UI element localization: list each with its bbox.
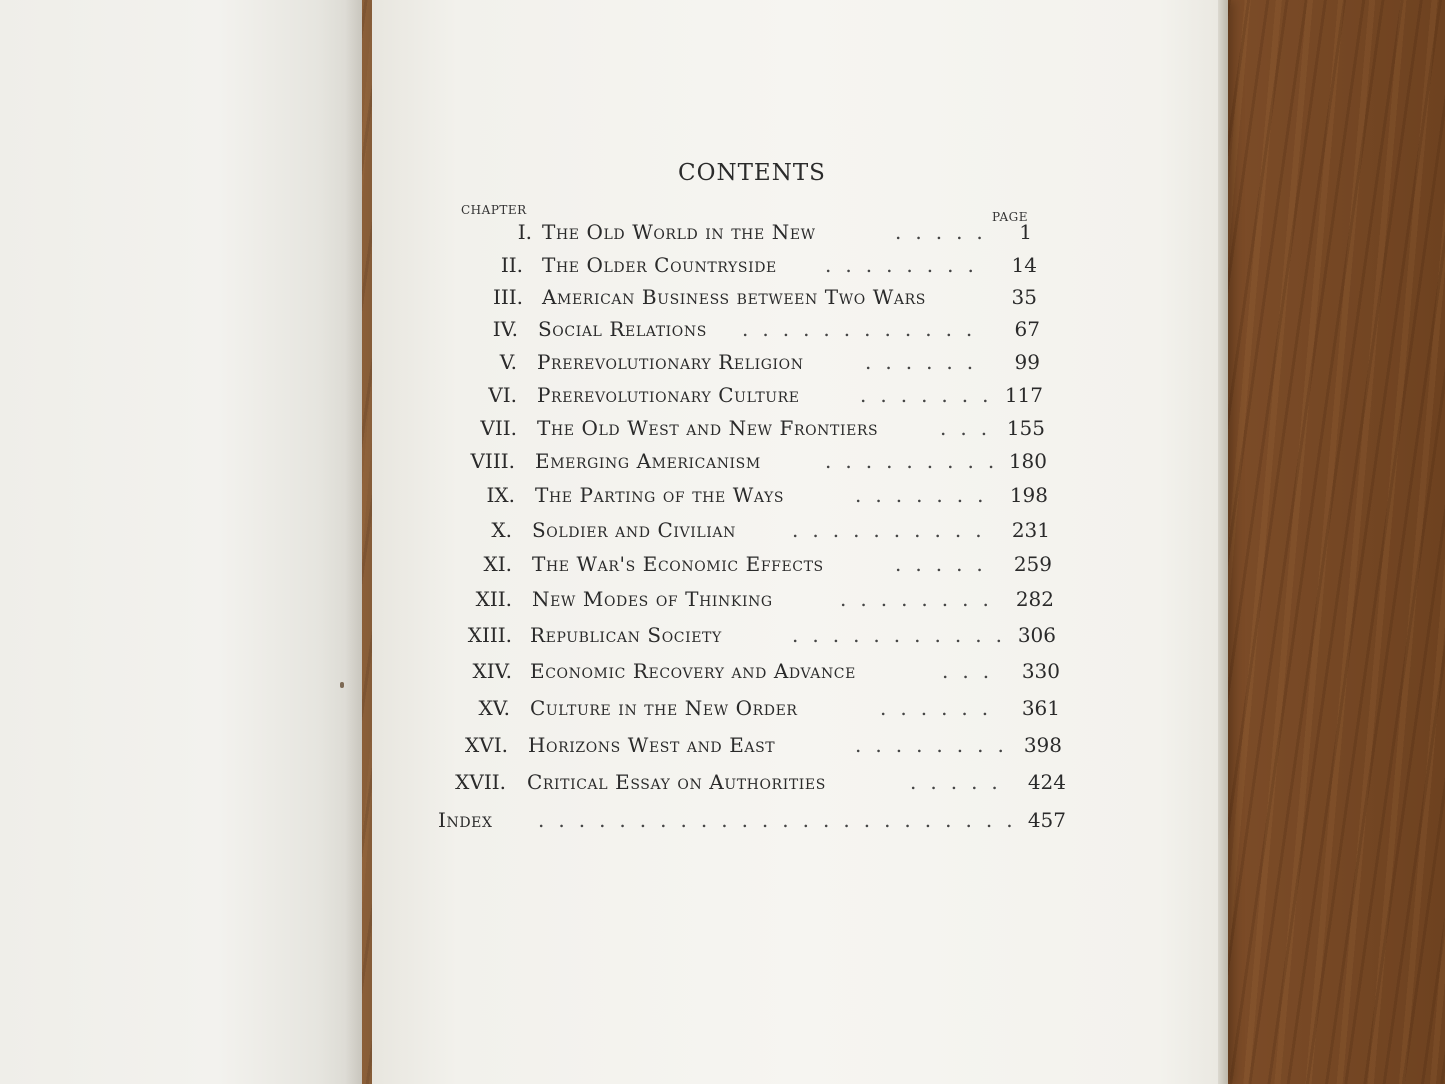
chapter-title: Horizons West and East [528, 733, 776, 757]
toc-row [0, 413, 1445, 443]
chapter-number: III. [492, 285, 523, 309]
leader-dots: ........ [855, 733, 1018, 757]
toc-row [0, 314, 1445, 344]
leader-dots: ........ [825, 253, 988, 277]
page-number: 117 [1004, 383, 1043, 407]
toc-row [0, 480, 1445, 510]
page-number: 155 [1006, 416, 1045, 440]
toc-row [0, 347, 1445, 377]
chapter-title: Prerevolutionary Religion [537, 350, 804, 374]
toc-row [0, 380, 1445, 410]
chapter-title: Emerging Americanism [535, 449, 761, 473]
leader-dots: ........................ [538, 808, 1027, 832]
chapter-number: I. [517, 220, 532, 244]
leader-dots: ........... [792, 623, 1016, 647]
toc-row [0, 515, 1445, 545]
chapter-number: XVII. [455, 770, 506, 794]
chapter-title: The Parting of the Ways [535, 483, 785, 507]
chapter-title: Critical Essay on Authorities [527, 770, 826, 794]
index-page-number: 457 [1027, 808, 1066, 832]
page-number: 67 [1014, 317, 1040, 341]
leader-dots: ............ [742, 317, 987, 341]
chapter-number: IV. [492, 317, 518, 341]
page-number: 361 [1021, 696, 1060, 720]
chapter-title: Prerevolutionary Culture [537, 383, 800, 407]
chapter-number: V. [499, 350, 517, 374]
chapter-number: X. [491, 518, 512, 542]
chapter-title: The War's Economic Effects [532, 552, 824, 576]
page-number: 14 [1011, 253, 1037, 277]
leader-dots: ......... [825, 449, 1009, 473]
leader-dots: ....... [860, 383, 1003, 407]
toc-row [0, 217, 1445, 247]
index-title: Index [438, 808, 493, 832]
toc-row [0, 446, 1445, 476]
page-column-label: PAGE [992, 210, 1028, 224]
page-number: 231 [1011, 518, 1050, 542]
page-number: 1 [1019, 220, 1032, 244]
chapter-title: New Modes of Thinking [532, 587, 773, 611]
chapter-number: IX. [486, 483, 515, 507]
toc-row [0, 584, 1445, 614]
toc-row [0, 282, 1445, 312]
page-number: 398 [1023, 733, 1062, 757]
chapter-number: XII. [475, 587, 512, 611]
page-number: 306 [1017, 623, 1056, 647]
toc-row-index [0, 805, 1445, 835]
chapter-number: VI. [488, 383, 517, 407]
toc-row [0, 549, 1445, 579]
leader-dots: ..... [910, 770, 1012, 794]
chapter-number: XV. [478, 696, 510, 720]
chapter-title: The Older Countryside [542, 253, 777, 277]
toc-row [0, 730, 1445, 760]
chapter-number: VII. [480, 416, 517, 440]
page-number: 424 [1027, 770, 1066, 794]
leader-dots: ...... [880, 696, 1003, 720]
chapter-title: Republican Society [530, 623, 722, 647]
contents-heading: CONTENTS [678, 160, 826, 186]
chapter-title: The Old West and New Frontiers [537, 416, 879, 440]
chapter-number: XIII. [467, 623, 512, 647]
chapter-title: American Business between Two Wars [542, 285, 926, 309]
toc-row [0, 767, 1445, 797]
chapter-title: The Old World in the New [542, 220, 816, 244]
leader-dots: ........ [840, 587, 1003, 611]
page-number: 282 [1015, 587, 1054, 611]
chapter-number: VIII. [470, 449, 515, 473]
leader-dots: ... [940, 416, 1002, 440]
toc-row [0, 620, 1445, 650]
page-number: 99 [1014, 350, 1040, 374]
chapter-column-label: CHAPTER [461, 203, 527, 217]
chapter-number: XIV. [472, 659, 512, 683]
toc-row [0, 693, 1445, 723]
leader-dots: ...... [865, 350, 988, 374]
toc-row [0, 250, 1445, 280]
page-number: 198 [1009, 483, 1048, 507]
chapter-title: Culture in the New Order [530, 696, 798, 720]
page-number: 35 [1011, 285, 1037, 309]
page-number: 330 [1021, 659, 1060, 683]
chapter-title: Economic Recovery and Advance [530, 659, 856, 683]
chapter-title: Soldier and Civilian [532, 518, 736, 542]
chapter-title: Social Relations [538, 317, 707, 341]
leader-dots: ..... [895, 552, 997, 576]
chapter-number: XI. [483, 552, 512, 576]
chapter-number: XVI. [465, 733, 508, 757]
toc-row [0, 656, 1445, 686]
leader-dots: ... [942, 659, 1004, 683]
leader-dots: .......... [792, 518, 996, 542]
leader-dots: ..... [895, 220, 997, 244]
leader-dots: ....... [855, 483, 998, 507]
page-number: 259 [1013, 552, 1052, 576]
page-number: 180 [1008, 449, 1047, 473]
chapter-number: II. [500, 253, 523, 277]
